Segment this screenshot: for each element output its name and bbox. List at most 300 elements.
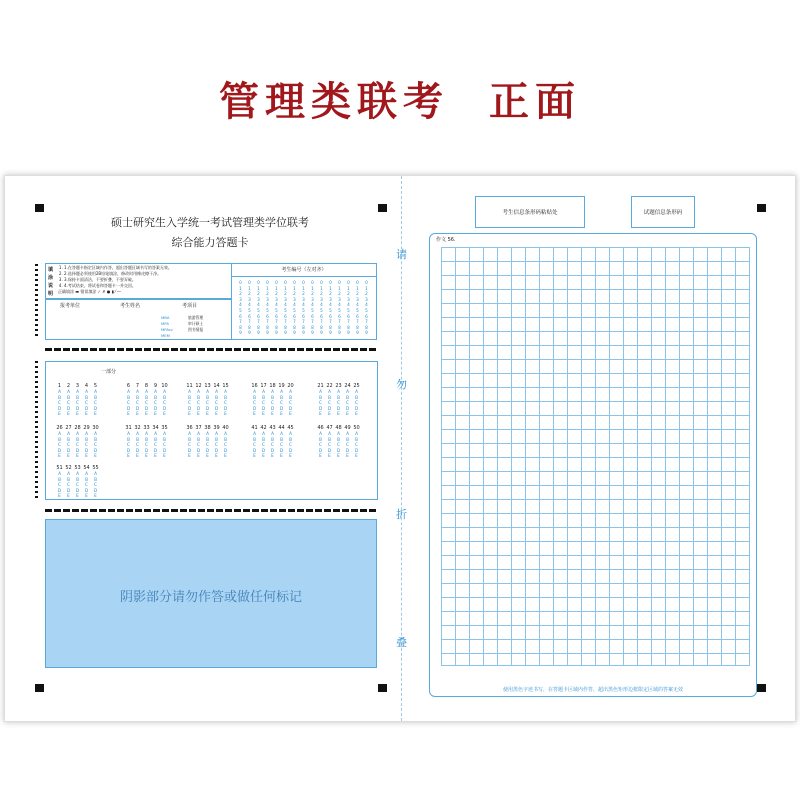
choice-bubble[interactable]: B	[206, 436, 209, 442]
choice-bubble[interactable]: B	[145, 394, 148, 400]
choice-bubble[interactable]: A	[262, 389, 265, 395]
choice-bubble[interactable]: E	[163, 453, 166, 459]
exam-digit-column[interactable]	[310, 280, 315, 336]
program-options[interactable]	[161, 315, 173, 339]
exam-digit-column[interactable]	[265, 280, 270, 336]
choice-bubble[interactable]: B	[224, 436, 227, 442]
exam-digit-bubble[interactable]: 0	[266, 280, 269, 285]
exam-digit-bubble[interactable]: 8	[266, 324, 269, 330]
choice-bubble[interactable]: C	[145, 442, 148, 448]
choice-bubble[interactable]: C	[197, 442, 200, 448]
choice-bubble[interactable]: C	[262, 442, 265, 448]
exam-digit-bubble[interactable]: 0	[329, 280, 332, 285]
question-18[interactable]	[269, 384, 276, 416]
question-32[interactable]	[134, 426, 141, 458]
exam-digit-bubble[interactable]: 5	[302, 307, 305, 313]
choice-bubble[interactable]: E	[136, 411, 139, 417]
exam-digit-bubble[interactable]: 7	[347, 319, 350, 325]
choice-bubble[interactable]: A	[289, 389, 292, 395]
choice-bubble[interactable]: B	[337, 394, 340, 400]
exam-digit-bubble[interactable]: 3	[320, 296, 323, 302]
question-11[interactable]	[186, 384, 193, 416]
exam-digit-bubble[interactable]: 9	[347, 330, 350, 336]
choice-bubble[interactable]: E	[271, 453, 274, 459]
choice-bubble[interactable]: C	[280, 400, 283, 406]
exam-digit-bubble[interactable]: 0	[311, 280, 314, 285]
choice-bubble[interactable]: A	[215, 389, 218, 395]
choice-bubble[interactable]: D	[336, 405, 341, 411]
exam-digit-bubble[interactable]: 6	[266, 313, 269, 319]
exam-digit-bubble[interactable]: 6	[302, 313, 305, 319]
choice-bubble[interactable]: A	[127, 431, 130, 437]
choice-bubble[interactable]: C	[253, 442, 256, 448]
choice-bubble[interactable]: E	[145, 411, 148, 417]
choice-bubble[interactable]: E	[319, 453, 322, 459]
choice-bubble[interactable]: E	[76, 493, 79, 499]
choice-bubble[interactable]: C	[319, 442, 322, 448]
exam-digit-bubble[interactable]: 4	[365, 302, 368, 308]
exam-number-box[interactable]	[231, 263, 377, 340]
choice-bubble[interactable]: E	[271, 411, 274, 417]
question-2[interactable]	[65, 384, 72, 416]
exam-digit-bubble[interactable]: 9	[365, 330, 368, 336]
exam-digit-column[interactable]	[292, 280, 297, 336]
question-3[interactable]	[74, 384, 81, 416]
exam-digit-bubble[interactable]: 5	[365, 307, 368, 313]
choice-bubble[interactable]: C	[328, 442, 331, 448]
choice-bubble[interactable]: B	[355, 436, 358, 442]
exam-digit-bubble[interactable]: 0	[365, 280, 368, 285]
exam-digit-column[interactable]	[328, 280, 333, 336]
choice-bubble[interactable]: A	[206, 431, 209, 437]
exam-digit-column[interactable]	[364, 280, 369, 336]
program-option[interactable]: 旅游管理	[188, 315, 204, 320]
choice-bubble[interactable]: D	[327, 405, 332, 411]
choice-bubble[interactable]: C	[67, 482, 70, 488]
exam-digit-bubble[interactable]: 0	[356, 280, 359, 285]
choice-bubble[interactable]: A	[197, 389, 200, 395]
choice-bubble[interactable]: B	[224, 394, 227, 400]
exam-digit-bubble[interactable]: 1	[257, 285, 260, 291]
exam-digit-bubble[interactable]: 3	[284, 296, 287, 302]
choice-bubble[interactable]: D	[57, 487, 62, 493]
exam-digit-bubble[interactable]: 5	[239, 307, 242, 313]
exam-digit-bubble[interactable]: 1	[302, 285, 305, 291]
exam-digit-bubble[interactable]: 7	[338, 319, 341, 325]
exam-digit-bubble[interactable]: 5	[257, 307, 260, 313]
choice-bubble[interactable]: A	[85, 431, 88, 437]
choice-bubble[interactable]: D	[135, 405, 140, 411]
choice-bubble[interactable]: B	[289, 394, 292, 400]
choice-bubble[interactable]: C	[58, 482, 61, 488]
choice-bubble[interactable]: C	[289, 400, 292, 406]
choice-bubble[interactable]: B	[94, 436, 97, 442]
choice-bubble[interactable]: E	[337, 411, 340, 417]
question-9[interactable]	[152, 384, 159, 416]
exam-digit-bubble[interactable]: 2	[275, 291, 278, 297]
exam-digit-bubble[interactable]: 1	[248, 285, 251, 291]
choice-bubble[interactable]: E	[127, 453, 130, 459]
question-54[interactable]	[83, 466, 90, 498]
choice-bubble[interactable]: D	[223, 405, 228, 411]
exam-digit-bubble[interactable]: 0	[257, 280, 260, 285]
choice-bubble[interactable]: C	[224, 400, 227, 406]
choice-bubble[interactable]: B	[94, 476, 97, 482]
choice-bubble[interactable]: B	[58, 436, 61, 442]
choice-bubble[interactable]: E	[163, 411, 166, 417]
choice-bubble[interactable]: C	[319, 400, 322, 406]
exam-digit-bubble[interactable]: 9	[329, 330, 332, 336]
exam-digit-bubble[interactable]: 7	[239, 319, 242, 325]
choice-bubble[interactable]: E	[289, 453, 292, 459]
choice-bubble[interactable]: C	[154, 400, 157, 406]
exam-digit-bubble[interactable]: 1	[311, 285, 314, 291]
choice-bubble[interactable]: C	[328, 400, 331, 406]
choice-bubble[interactable]: C	[76, 400, 79, 406]
exam-digit-bubble[interactable]: 7	[311, 319, 314, 325]
choice-bubble[interactable]: C	[197, 400, 200, 406]
essay-box[interactable]	[429, 233, 757, 697]
choice-bubble[interactable]: B	[337, 436, 340, 442]
exam-digit-bubble[interactable]: 3	[302, 296, 305, 302]
question-49[interactable]	[344, 426, 351, 458]
choice-bubble[interactable]: A	[328, 431, 331, 437]
choice-bubble[interactable]: B	[262, 394, 265, 400]
question-46[interactable]	[317, 426, 324, 458]
question-1[interactable]	[56, 384, 63, 416]
exam-digit-bubble[interactable]: 9	[284, 330, 287, 336]
choice-bubble[interactable]: D	[288, 447, 293, 453]
choice-bubble[interactable]: B	[67, 394, 70, 400]
choice-bubble[interactable]: D	[345, 405, 350, 411]
question-22[interactable]	[326, 384, 333, 416]
choice-bubble[interactable]: D	[75, 405, 80, 411]
choice-bubble[interactable]: D	[126, 405, 131, 411]
choice-bubble[interactable]: D	[318, 447, 323, 453]
choice-bubble[interactable]: D	[279, 405, 284, 411]
exam-digit-bubble[interactable]: 4	[356, 302, 359, 308]
choice-bubble[interactable]: C	[76, 442, 79, 448]
choice-bubble[interactable]: C	[136, 400, 139, 406]
choice-bubble[interactable]: A	[67, 389, 70, 395]
choice-bubble[interactable]: D	[270, 405, 275, 411]
exam-digit-bubble[interactable]: 7	[320, 319, 323, 325]
choice-bubble[interactable]: B	[215, 394, 218, 400]
question-43[interactable]	[269, 426, 276, 458]
exam-digit-bubble[interactable]: 8	[338, 324, 341, 330]
exam-digit-bubble[interactable]: 0	[248, 280, 251, 285]
choice-bubble[interactable]: C	[85, 400, 88, 406]
choice-bubble[interactable]: D	[187, 405, 192, 411]
exam-digit-bubble[interactable]: 3	[248, 296, 251, 302]
choice-bubble[interactable]: B	[319, 394, 322, 400]
choice-bubble[interactable]: E	[85, 453, 88, 459]
choice-bubble[interactable]: D	[66, 447, 71, 453]
choice-bubble[interactable]: C	[94, 400, 97, 406]
exam-digit-bubble[interactable]: 5	[329, 307, 332, 313]
exam-digit-bubble[interactable]: 3	[266, 296, 269, 302]
choice-bubble[interactable]: E	[127, 411, 130, 417]
choice-bubble[interactable]: E	[346, 411, 349, 417]
question-34[interactable]	[152, 426, 159, 458]
choice-bubble[interactable]: B	[346, 436, 349, 442]
exam-digit-column[interactable]	[355, 280, 360, 336]
choice-bubble[interactable]: A	[355, 431, 358, 437]
choice-bubble[interactable]: A	[85, 389, 88, 395]
choice-bubble[interactable]: A	[289, 431, 292, 437]
question-6[interactable]	[125, 384, 132, 416]
choice-bubble[interactable]: B	[67, 436, 70, 442]
question-41[interactable]	[251, 426, 258, 458]
choice-bubble[interactable]: B	[76, 394, 79, 400]
question-37[interactable]	[195, 426, 202, 458]
choice-bubble[interactable]: D	[354, 405, 359, 411]
question-38[interactable]	[204, 426, 211, 458]
choice-bubble[interactable]: E	[289, 411, 292, 417]
choice-bubble[interactable]: C	[271, 442, 274, 448]
choice-bubble[interactable]: C	[127, 400, 130, 406]
exam-digit-bubble[interactable]: 3	[239, 296, 242, 302]
exam-digit-column[interactable]	[337, 280, 342, 336]
choice-bubble[interactable]: B	[163, 394, 166, 400]
program-option[interactable]: MPAcc	[161, 327, 174, 332]
exam-digit-bubble[interactable]: 9	[320, 330, 323, 336]
exam-digit-bubble[interactable]: 4	[275, 302, 278, 308]
choice-bubble[interactable]: B	[253, 436, 256, 442]
choice-bubble[interactable]: C	[206, 442, 209, 448]
choice-bubble[interactable]: A	[271, 431, 274, 437]
exam-digit-bubble[interactable]: 6	[275, 313, 278, 319]
exam-digit-column[interactable]	[247, 280, 252, 336]
question-36[interactable]	[186, 426, 193, 458]
exam-digit-bubble[interactable]: 1	[356, 285, 359, 291]
choice-bubble[interactable]: C	[163, 400, 166, 406]
choice-bubble[interactable]: C	[271, 400, 274, 406]
question-39[interactable]	[213, 426, 220, 458]
choice-bubble[interactable]: B	[346, 394, 349, 400]
exam-digit-bubble[interactable]: 3	[293, 296, 296, 302]
exam-digit-bubble[interactable]: 9	[302, 330, 305, 336]
program-option[interactable]: MBA	[161, 315, 170, 320]
choice-bubble[interactable]: E	[67, 411, 70, 417]
exam-digit-bubble[interactable]: 3	[275, 296, 278, 302]
exam-digit-bubble[interactable]: 5	[266, 307, 269, 313]
choice-bubble[interactable]: B	[280, 436, 283, 442]
choice-bubble[interactable]: B	[215, 436, 218, 442]
choice-bubble[interactable]: D	[270, 447, 275, 453]
choice-bubble[interactable]: A	[94, 471, 97, 477]
choice-bubble[interactable]: D	[66, 487, 71, 493]
exam-digit-bubble[interactable]: 2	[257, 291, 260, 297]
question-26[interactable]	[56, 426, 63, 458]
choice-bubble[interactable]: D	[162, 405, 167, 411]
exam-digit-bubble[interactable]: 4	[347, 302, 350, 308]
exam-digit-bubble[interactable]: 6	[338, 313, 341, 319]
choice-bubble[interactable]: C	[337, 400, 340, 406]
question-31[interactable]	[125, 426, 132, 458]
choice-bubble[interactable]: D	[327, 447, 332, 453]
exam-digit-bubble[interactable]: 6	[284, 313, 287, 319]
exam-digit-bubble[interactable]: 7	[284, 319, 287, 325]
choice-bubble[interactable]: C	[289, 442, 292, 448]
exam-digit-column[interactable]	[274, 280, 279, 336]
choice-bubble[interactable]: A	[262, 431, 265, 437]
choice-bubble[interactable]: D	[84, 405, 89, 411]
choice-bubble[interactable]: E	[94, 493, 97, 499]
question-42[interactable]	[260, 426, 267, 458]
choice-bubble[interactable]: A	[224, 389, 227, 395]
choice-bubble[interactable]: E	[280, 453, 283, 459]
exam-digit-bubble[interactable]: 5	[320, 307, 323, 313]
exam-digit-bubble[interactable]: 9	[275, 330, 278, 336]
choice-bubble[interactable]: E	[337, 453, 340, 459]
exam-digit-bubble[interactable]: 6	[320, 313, 323, 319]
choice-bubble[interactable]: B	[197, 394, 200, 400]
choice-bubble[interactable]: A	[319, 431, 322, 437]
exam-digit-bubble[interactable]: 7	[302, 319, 305, 325]
choice-bubble[interactable]: D	[196, 405, 201, 411]
choice-bubble[interactable]: E	[58, 411, 61, 417]
exam-digit-bubble[interactable]: 4	[329, 302, 332, 308]
choice-bubble[interactable]: A	[215, 431, 218, 437]
question-19[interactable]	[278, 384, 285, 416]
exam-digit-bubble[interactable]: 5	[248, 307, 251, 313]
choice-bubble[interactable]: E	[94, 453, 97, 459]
choice-bubble[interactable]: E	[319, 411, 322, 417]
exam-digit-column[interactable]	[283, 280, 288, 336]
choice-bubble[interactable]: D	[252, 405, 257, 411]
choice-bubble[interactable]: A	[67, 471, 70, 477]
choice-bubble[interactable]: C	[58, 400, 61, 406]
question-20[interactable]	[287, 384, 294, 416]
question-33[interactable]	[143, 426, 150, 458]
choice-bubble[interactable]: A	[206, 389, 209, 395]
choice-bubble[interactable]: E	[85, 493, 88, 499]
choice-bubble[interactable]: C	[224, 442, 227, 448]
question-44[interactable]	[278, 426, 285, 458]
exam-digit-bubble[interactable]: 2	[347, 291, 350, 297]
choice-bubble[interactable]: D	[153, 405, 158, 411]
choice-bubble[interactable]: C	[94, 482, 97, 488]
choice-bubble[interactable]: E	[154, 453, 157, 459]
exam-digit-bubble[interactable]: 0	[275, 280, 278, 285]
program-options-secondary[interactable]	[188, 315, 203, 333]
choice-bubble[interactable]: E	[253, 453, 256, 459]
choice-bubble[interactable]: A	[253, 431, 256, 437]
choice-bubble[interactable]: E	[215, 453, 218, 459]
exam-digit-bubble[interactable]: 6	[347, 313, 350, 319]
exam-digit-bubble[interactable]: 2	[329, 291, 332, 297]
choice-bubble[interactable]: D	[288, 405, 293, 411]
exam-digit-bubble[interactable]: 8	[347, 324, 350, 330]
choice-bubble[interactable]: B	[154, 436, 157, 442]
choice-bubble[interactable]: A	[154, 431, 157, 437]
choice-bubble[interactable]: E	[154, 411, 157, 417]
choice-bubble[interactable]: D	[75, 447, 80, 453]
choice-bubble[interactable]: E	[262, 453, 265, 459]
choice-bubble[interactable]: B	[280, 394, 283, 400]
choice-bubble[interactable]: C	[67, 400, 70, 406]
exam-digit-bubble[interactable]: 7	[293, 319, 296, 325]
exam-digit-bubble[interactable]: 5	[356, 307, 359, 313]
question-23[interactable]	[335, 384, 342, 416]
choice-bubble[interactable]: C	[154, 442, 157, 448]
choice-bubble[interactable]: E	[197, 453, 200, 459]
choice-bubble[interactable]: E	[76, 411, 79, 417]
question-24[interactable]	[344, 384, 351, 416]
exam-digit-bubble[interactable]: 5	[347, 307, 350, 313]
choice-bubble[interactable]: D	[205, 405, 210, 411]
choice-bubble[interactable]: A	[94, 389, 97, 395]
choice-bubble[interactable]: B	[271, 394, 274, 400]
choice-bubble[interactable]: D	[93, 447, 98, 453]
choice-bubble[interactable]: D	[261, 405, 266, 411]
choice-bubble[interactable]: A	[163, 431, 166, 437]
exam-digit-bubble[interactable]: 2	[266, 291, 269, 297]
exam-digit-bubble[interactable]: 1	[329, 285, 332, 291]
choice-bubble[interactable]: D	[93, 487, 98, 493]
choice-bubble[interactable]: A	[76, 389, 79, 395]
exam-digit-bubble[interactable]: 5	[338, 307, 341, 313]
choice-bubble[interactable]: C	[215, 400, 218, 406]
question-27[interactable]	[65, 426, 72, 458]
exam-digit-bubble[interactable]: 7	[257, 319, 260, 325]
exam-digit-bubble[interactable]: 4	[266, 302, 269, 308]
question-52[interactable]	[65, 466, 72, 498]
choice-bubble[interactable]: D	[336, 447, 341, 453]
choice-bubble[interactable]: C	[206, 400, 209, 406]
exam-digit-bubble[interactable]: 4	[284, 302, 287, 308]
choice-bubble[interactable]: B	[289, 436, 292, 442]
choice-bubble[interactable]: D	[135, 447, 140, 453]
choice-bubble[interactable]: B	[76, 436, 79, 442]
choice-bubble[interactable]: C	[215, 442, 218, 448]
exam-digit-bubble[interactable]: 8	[248, 324, 251, 330]
exam-digit-bubble[interactable]: 6	[239, 313, 242, 319]
exam-digit-bubble[interactable]: 7	[356, 319, 359, 325]
choice-bubble[interactable]: A	[197, 431, 200, 437]
choice-bubble[interactable]: C	[355, 442, 358, 448]
exam-digit-bubble[interactable]: 0	[239, 280, 242, 285]
exam-digit-bubble[interactable]: 7	[365, 319, 368, 325]
exam-digit-bubble[interactable]: 7	[275, 319, 278, 325]
choice-bubble[interactable]: A	[271, 389, 274, 395]
exam-digit-bubble[interactable]: 0	[302, 280, 305, 285]
exam-digit-column[interactable]	[301, 280, 306, 336]
exam-digit-bubble[interactable]: 5	[284, 307, 287, 313]
choice-bubble[interactable]: A	[58, 471, 61, 477]
exam-digit-bubble[interactable]: 8	[365, 324, 368, 330]
choice-bubble[interactable]: A	[355, 389, 358, 395]
exam-digit-bubble[interactable]: 6	[311, 313, 314, 319]
exam-digit-column[interactable]	[319, 280, 324, 336]
exam-digit-bubble[interactable]: 2	[293, 291, 296, 297]
choice-bubble[interactable]: A	[346, 431, 349, 437]
exam-digit-bubble[interactable]: 1	[347, 285, 350, 291]
question-4[interactable]	[83, 384, 90, 416]
choice-bubble[interactable]: A	[280, 431, 283, 437]
exam-digit-bubble[interactable]: 2	[239, 291, 242, 297]
exam-digit-bubble[interactable]: 2	[338, 291, 341, 297]
exam-digit-bubble[interactable]: 9	[248, 330, 251, 336]
exam-digit-bubble[interactable]: 0	[284, 280, 287, 285]
exam-digit-bubble[interactable]: 4	[239, 302, 242, 308]
choice-bubble[interactable]: B	[328, 394, 331, 400]
choice-bubble[interactable]: E	[85, 411, 88, 417]
program-option[interactable]: MPA	[161, 321, 169, 326]
exam-digit-bubble[interactable]: 4	[311, 302, 314, 308]
exam-digit-bubble[interactable]: 1	[275, 285, 278, 291]
